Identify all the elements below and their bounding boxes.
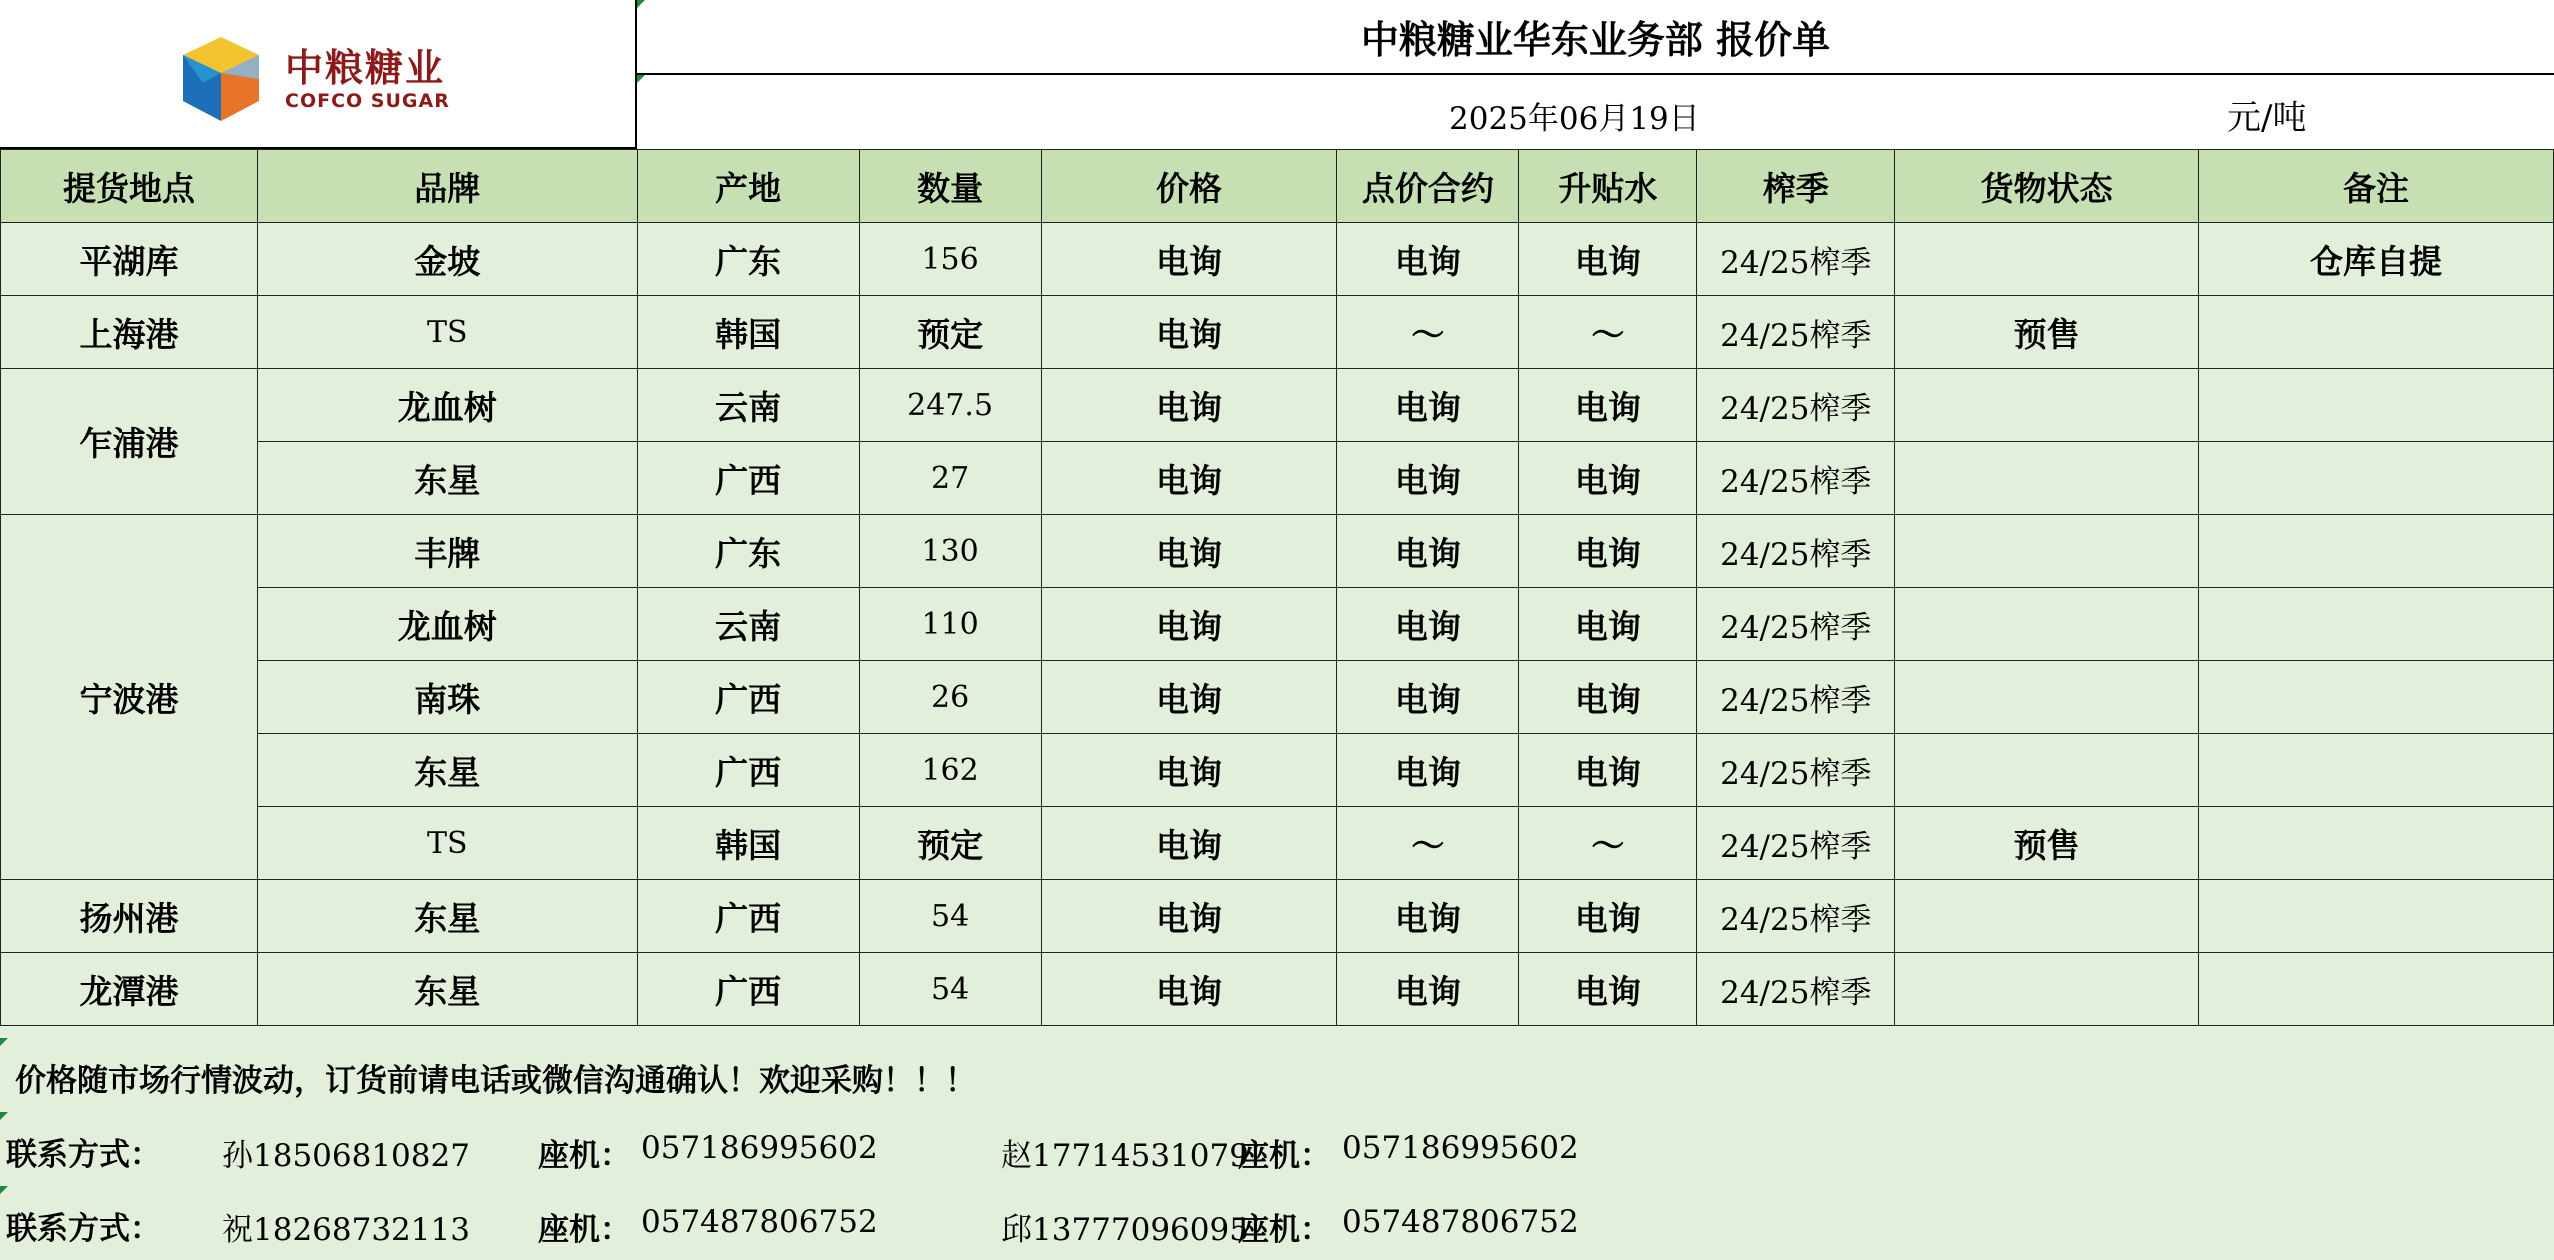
- contract-cell: 电询: [1337, 442, 1519, 515]
- brand-cell: 丰牌: [257, 515, 637, 588]
- price-cell: 电询: [1041, 223, 1337, 296]
- landline-label: 座机：: [1238, 1138, 1331, 1174]
- price-cell: 电询: [1041, 369, 1337, 442]
- contact-phone: 孙18506810827: [222, 1138, 470, 1174]
- landline-number: 057487806752: [641, 1204, 878, 1240]
- price-cell: 电询: [1041, 661, 1337, 734]
- col-header: 价格: [1041, 150, 1337, 223]
- premium-cell: 电询: [1519, 369, 1697, 442]
- premium-cell: 电询: [1519, 515, 1697, 588]
- col-header: 品牌: [257, 150, 637, 223]
- landline-number: 057487806752: [1342, 1204, 1579, 1240]
- cell-comment-marker: [0, 1186, 8, 1194]
- logo-chinese-text: 中粮糖业: [285, 46, 446, 90]
- season-cell: 24/25榨季: [1697, 588, 1895, 661]
- contact-label: 联系方式：: [6, 1137, 161, 1173]
- brand-cell: TS: [257, 296, 637, 369]
- price-cell: 电询: [1041, 880, 1337, 953]
- origin-cell: 广东: [637, 223, 859, 296]
- origin-cell: 广东: [637, 515, 859, 588]
- contract-cell: 电询: [1337, 880, 1519, 953]
- quantity-cell: 130: [859, 515, 1041, 588]
- location-cell: 平湖库: [1, 223, 258, 296]
- note-cell: [2199, 296, 2554, 369]
- col-header: 产地: [637, 150, 859, 223]
- table-row: [1, 515, 2554, 588]
- contact-phone: 邱13777096095: [1001, 1212, 1249, 1248]
- status-cell: 预售: [1895, 296, 2199, 369]
- status-cell: [1895, 588, 2199, 661]
- landline-label: 座机：: [1238, 1212, 1331, 1248]
- status-cell: [1895, 442, 2199, 515]
- quantity-cell: 156: [859, 223, 1041, 296]
- note-cell: 仓库自提: [2199, 223, 2554, 296]
- season-cell: 24/25榨季: [1697, 661, 1895, 734]
- origin-cell: 韩国: [637, 807, 859, 880]
- cofco-logo: [175, 33, 450, 125]
- table-row: [1, 880, 2554, 953]
- origin-cell: 云南: [637, 588, 859, 661]
- table-row: [1, 807, 2554, 880]
- col-header: 升贴水: [1519, 150, 1697, 223]
- note-cell: [2199, 369, 2554, 442]
- landline-label: 座机：: [538, 1138, 631, 1174]
- brand-cell: 东星: [257, 442, 637, 515]
- contact-phone: 祝18268732113: [222, 1212, 470, 1248]
- brand-cell: 东星: [257, 880, 637, 953]
- quantity-cell: 162: [859, 734, 1041, 807]
- quantity-cell: 27: [859, 442, 1041, 515]
- price-disclaimer: 价格随市场行情波动，订货前请电话或微信沟通确认！欢迎采购！！！: [15, 1063, 976, 1099]
- location-cell: 上海港: [1, 296, 258, 369]
- location-cell: 龙潭港: [1, 953, 258, 1026]
- brand-cell: TS: [257, 807, 637, 880]
- season-cell: 24/25榨季: [1697, 515, 1895, 588]
- status-cell: [1895, 880, 2199, 953]
- origin-cell: 广西: [637, 734, 859, 807]
- contract-cell: 电询: [1337, 953, 1519, 1026]
- status-cell: [1895, 515, 2199, 588]
- price-cell: 电询: [1041, 442, 1337, 515]
- col-header: 备注: [2199, 150, 2554, 223]
- quantity-cell: 54: [859, 953, 1041, 1026]
- table-row: [1, 734, 2554, 807]
- premium-cell: 电询: [1519, 442, 1697, 515]
- origin-cell: 云南: [637, 369, 859, 442]
- brand-cell: 东星: [257, 953, 637, 1026]
- contract-cell: 电询: [1337, 369, 1519, 442]
- location-cell: 乍浦港: [1, 369, 258, 515]
- brand-cell: 龙血树: [257, 588, 637, 661]
- contact-phone: 赵17714531079: [1001, 1138, 1249, 1174]
- brand-cell: 南珠: [257, 661, 637, 734]
- note-cell: [2199, 588, 2554, 661]
- col-header: 提货地点: [1, 150, 258, 223]
- origin-cell: 韩国: [637, 296, 859, 369]
- season-cell: 24/25榨季: [1697, 880, 1895, 953]
- note-cell: [2199, 661, 2554, 734]
- note-cell: [2199, 515, 2554, 588]
- table-row: [1, 223, 2554, 296]
- quote-table: [0, 149, 2554, 1026]
- logo-english-text: COFCO SUGAR: [285, 90, 450, 112]
- contact-label: 联系方式：: [6, 1211, 161, 1247]
- price-cell: 电询: [1041, 296, 1337, 369]
- brand-cell: 金坡: [257, 223, 637, 296]
- price-cell: 电询: [1041, 807, 1337, 880]
- quantity-cell: 预定: [859, 807, 1041, 880]
- price-cell: 电询: [1041, 734, 1337, 807]
- premium-cell: 电询: [1519, 953, 1697, 1026]
- header-row: [1, 150, 2554, 223]
- cell-comment-marker: [0, 1112, 8, 1120]
- note-cell: [2199, 880, 2554, 953]
- origin-cell: 广西: [637, 661, 859, 734]
- season-cell: 24/25榨季: [1697, 734, 1895, 807]
- note-cell: [2199, 807, 2554, 880]
- note-cell: [2199, 442, 2554, 515]
- contract-cell: ～: [1337, 807, 1519, 880]
- premium-cell: ～: [1519, 296, 1697, 369]
- cube-icon: [175, 33, 267, 125]
- location-cell: 宁波港: [1, 515, 258, 880]
- quantity-cell: 247.5: [859, 369, 1041, 442]
- table-row: [1, 296, 2554, 369]
- logo-cell: [0, 0, 637, 149]
- col-header: 点价合约: [1337, 150, 1519, 223]
- status-cell: [1895, 369, 2199, 442]
- date-row: [637, 75, 2554, 150]
- cell-comment-marker: [637, 75, 645, 83]
- premium-cell: 电询: [1519, 661, 1697, 734]
- premium-cell: 电询: [1519, 734, 1697, 807]
- contract-cell: 电询: [1337, 661, 1519, 734]
- contract-cell: 电询: [1337, 588, 1519, 661]
- quote-date: 2025年06月19日: [1449, 101, 1700, 137]
- premium-cell: 电询: [1519, 588, 1697, 661]
- contract-cell: 电询: [1337, 223, 1519, 296]
- season-cell: 24/25榨季: [1697, 807, 1895, 880]
- status-cell: [1895, 661, 2199, 734]
- note-cell: [2199, 953, 2554, 1026]
- quantity-cell: 110: [859, 588, 1041, 661]
- premium-cell: 电询: [1519, 880, 1697, 953]
- landline-number: 057186995602: [1342, 1130, 1579, 1166]
- table-row: [1, 661, 2554, 734]
- col-header: 榨季: [1697, 150, 1895, 223]
- col-header: 数量: [859, 150, 1041, 223]
- contract-cell: 电询: [1337, 515, 1519, 588]
- origin-cell: 广西: [637, 880, 859, 953]
- table-row: [1, 953, 2554, 1026]
- price-cell: 电询: [1041, 953, 1337, 1026]
- status-cell: [1895, 953, 2199, 1026]
- season-cell: 24/25榨季: [1697, 369, 1895, 442]
- table-row: [1, 369, 2554, 442]
- cell-comment-marker: [637, 0, 645, 8]
- landline-label: 座机：: [538, 1212, 631, 1248]
- origin-cell: 广西: [637, 953, 859, 1026]
- status-cell: [1895, 734, 2199, 807]
- note-cell: [2199, 734, 2554, 807]
- status-cell: 预售: [1895, 807, 2199, 880]
- contract-cell: ～: [1337, 296, 1519, 369]
- premium-cell: 电询: [1519, 223, 1697, 296]
- origin-cell: 广西: [637, 442, 859, 515]
- landline-number: 057186995602: [641, 1130, 878, 1166]
- season-cell: 24/25榨季: [1697, 296, 1895, 369]
- sheet-title: 中粮糖业华东业务部 报价单: [637, 0, 2554, 75]
- contract-cell: 电询: [1337, 734, 1519, 807]
- brand-cell: 东星: [257, 734, 637, 807]
- brand-cell: 龙血树: [257, 369, 637, 442]
- season-cell: 24/25榨季: [1697, 442, 1895, 515]
- price-cell: 电询: [1041, 515, 1337, 588]
- season-cell: 24/25榨季: [1697, 953, 1895, 1026]
- price-unit: 元/吨: [2227, 98, 2307, 138]
- price-cell: 电询: [1041, 588, 1337, 661]
- col-header: 货物状态: [1895, 150, 2199, 223]
- quantity-cell: 预定: [859, 296, 1041, 369]
- quantity-cell: 54: [859, 880, 1041, 953]
- table-row: [1, 588, 2554, 661]
- premium-cell: ～: [1519, 807, 1697, 880]
- season-cell: 24/25榨季: [1697, 223, 1895, 296]
- status-cell: [1895, 223, 2199, 296]
- quantity-cell: 26: [859, 661, 1041, 734]
- cell-comment-marker: [0, 1038, 8, 1046]
- location-cell: 扬州港: [1, 880, 258, 953]
- table-row: [1, 442, 2554, 515]
